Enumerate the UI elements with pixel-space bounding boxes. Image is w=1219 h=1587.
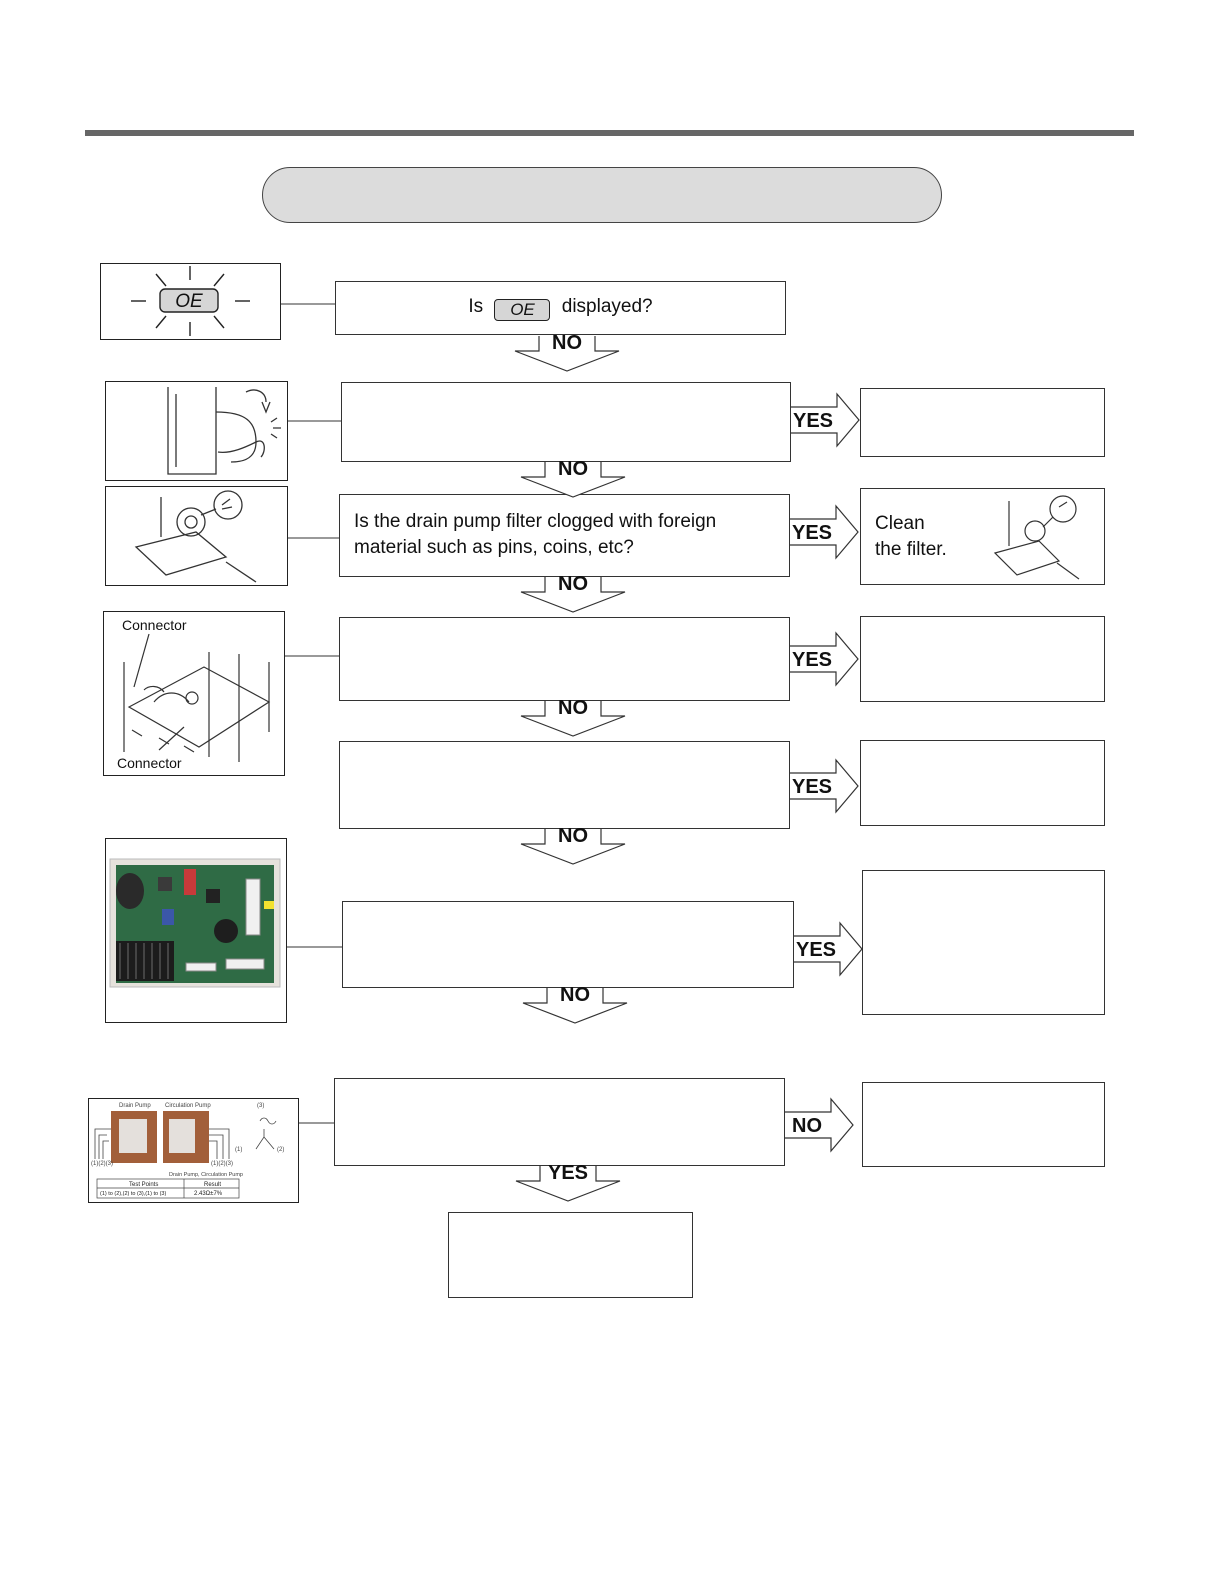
r3-line-2: the filter. [875,539,947,560]
q3-line-1: Is the drain pump filter clogged with foreign [354,511,717,532]
yes-arrow-2-label: YES [792,410,834,432]
display-code: OE [175,291,203,312]
connector-label-top: Connector [122,617,187,633]
svg-text:(1)(2)(3): (1)(2)(3) [91,1161,113,1167]
yes-arrow-7 [516,1162,620,1201]
yes-arrow-6-label: YES [795,939,837,961]
no-arrow-6-label: NO [560,984,590,1006]
q1-code-chip: OE [494,299,550,321]
yes-arrow-3 [790,506,858,558]
pump-table-caption: Drain Pump, Circulation Pump [169,1172,243,1178]
no-arrow-5 [521,825,625,864]
yes-arrow-4 [790,633,858,685]
no-arrow-1-label: NO [552,332,582,354]
svg-text:(1): (1) [235,1147,243,1153]
r3-line-1: Clean [875,513,925,534]
no-arrow-3 [521,573,625,612]
q3-line-2: material such as pins, coins, etc? [354,537,634,558]
no-arrow-7 [785,1099,853,1151]
drain-pump-caption: Drain Pump [119,1103,151,1109]
no-arrow-2-label: NO [558,458,588,480]
q1-suffix: displayed? [561,296,653,317]
yes-arrow-7-label: YES [547,1162,589,1184]
no-arrow-1 [515,332,619,371]
yes-arrow-2 [791,394,859,446]
yes-arrow-6 [794,923,862,975]
connector-label-bottom: Connector [117,755,182,771]
no-arrow-5-label: NO [558,825,588,847]
col-test-points: Test Points [129,1182,159,1188]
yes-arrow-5 [790,760,858,812]
no-arrow-7-label: NO [792,1115,822,1137]
yes-arrow-4-label: YES [791,649,833,671]
no-arrow-3-label: NO [558,573,588,595]
yes-arrow-3-label: YES [791,522,833,544]
cell-result: 2.43Ω±7% [194,1191,223,1197]
q1-prefix: Is [468,296,484,317]
col-result: Result [204,1182,222,1188]
no-arrow-6 [523,984,627,1023]
svg-text:(3): (3) [257,1103,265,1109]
circulation-pump-caption: Circulation Pump [165,1103,211,1109]
svg-text:(1)(2)(3): (1)(2)(3) [211,1161,233,1167]
cell-test-points: (1) to (2),(2) to (3),(1) to (3) [100,1191,167,1197]
no-arrow-2 [521,458,625,497]
svg-text:(2): (2) [277,1147,285,1153]
yes-arrow-5-label: YES [791,776,833,798]
no-arrow-4 [521,697,625,736]
no-arrow-4-label: NO [558,697,588,719]
